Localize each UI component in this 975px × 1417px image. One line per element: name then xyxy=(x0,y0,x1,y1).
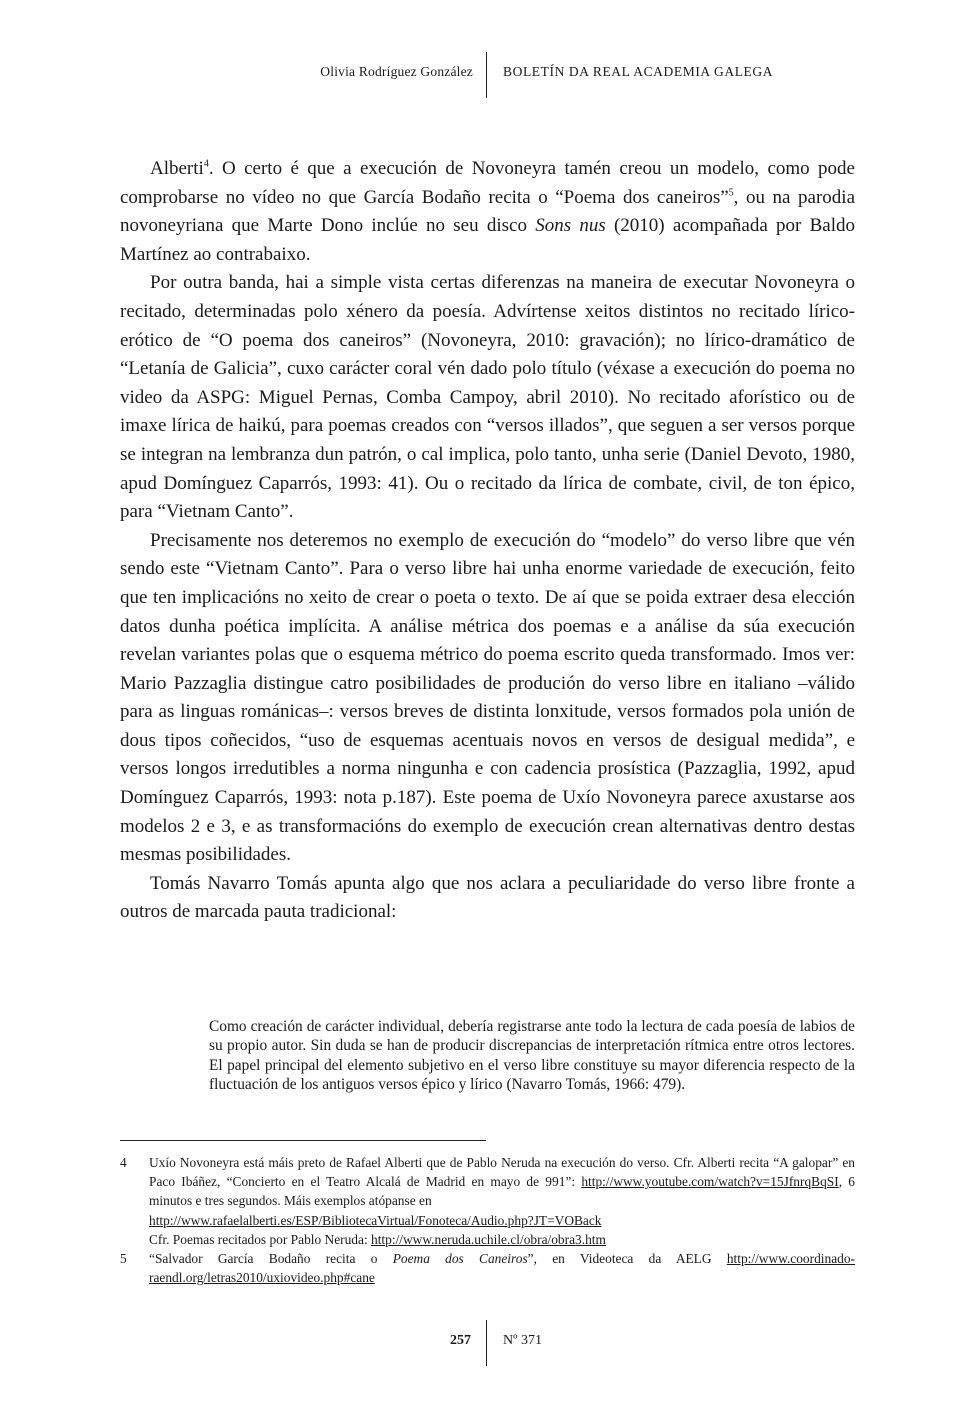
block-quote xyxy=(209,1017,855,1095)
issue-number: Nº 371 xyxy=(503,1333,542,1348)
body-text xyxy=(120,155,855,927)
footnote-separator xyxy=(120,1140,486,1141)
header-divider xyxy=(486,52,487,98)
page-number: 257 xyxy=(450,1333,471,1348)
footnote-5: 5 “Salvador García Bodaño recita o Poema dos Caneiros”, en Videoteca da AELG http://www.coordinadoraendl.org/letras2010/uxiovideo.php#cane xyxy=(120,1251,856,1286)
paragraph-1: Alberti$^4$. O certo é que a execución de Novoneyra tamén creou un modelo, como pode comprobarse no vídeo no que García Bodaño recita o “Poema dos caneiros”$^5$, ou na parodia novoneyriana que Marte Dono inclúe no seu disco Sons nus (2010) acompañada por Baldo Martínez ao contrabaixo. xyxy=(120,158,855,265)
footnote-ref-5[interactable]: 5 xyxy=(728,187,734,199)
footnote-4: 4 Uxío Novoneyra está máis preto de Rafael Alberti que de Pablo Neruda na execución do verso. Cfr. Alberti recita “A galopar” en Paco Ibáñez, “Concierto en el Teatro Alcalá de Madrid en mayo de 991”: http://www.youtube.com/watch?v=15JfnrqBqSI, 6 minutos e tres segundos. Máis exemplos atópanse en http://www.rafaelalberti.es/ESP/BibliotecaVirtual/Fonoteca/Audio.php?JT=VOBack Cfr. Poemas recitados por Pablo Neruda: http://www.neruda.uchile.cl/obra/obra3.htm xyxy=(120,1155,855,1247)
header-author: Olivia Rodríguez González xyxy=(320,64,473,79)
footer-divider xyxy=(486,1320,487,1366)
album-title: Sons nus xyxy=(535,215,606,237)
neruda-link[interactable]: http://www.neruda.uchile.cl/obra/obra3.htm xyxy=(371,1231,606,1247)
block-quote-text: Como creación de carácter individual, debería registrarse ante todo la lectura de cada poesía de labios de su propio autor. Sin duda se han de producir discrepancias de interpretación rítmica entre otros lectores. El papel principal del elemento subjetivo en el verso libre constituye su mayor diferencia respecto de la fluctuación de los antiguos versos épico y lírico (Navarro Tomás, 1966: 479). xyxy=(209,1018,855,1094)
footnotes xyxy=(120,1153,855,1287)
rafaelalberti-link[interactable]: http://www.rafaelalberti.es/ESP/BibliotecaVirtual/Fonoteca/Audio.php?JT=VOBack xyxy=(149,1212,602,1228)
footnote-ref-4[interactable]: 4 xyxy=(203,158,209,170)
footnote-number: 4 xyxy=(120,1155,127,1170)
paragraph-2: Por outra banda, hai a simple vista certas diferenzas na maneira de executar Novoneyra o recitado, determinadas polo xénero da poesía. Advírtense xeitos distintos no recitado lírico-erótico de “O poema dos caneiros” (Novoneyra, 2010: gravación); no lírico-dramático de “Letanía de Galicia”, cuxo carácter coral vén dado polo título (véxase a execución do poema no video da ASPG: Miguel Pernas, Comba Campoy, abril 2010). No recitado aforístico ou de imaxe lírica de haikú, para poemas creados con “versos illados”, que seguen a ser versos porque se integran na lembranza dun patrón, o cal implica, polo tanto, unha serie (Daniel Devoto, 1980, apud Domínguez Caparrós, 1993: 41). Ou o recitado da lírica de combate, civil, de ton épico, para “Vietnam Canto”. xyxy=(120,272,855,523)
page-footer xyxy=(0,1320,975,1366)
paragraph-3: Precisamente nos deteremos no exemplo de execución do “modelo” do verso libre que vén sendo este “Vietnam Canto”. Para o verso libre hai unha enorme variedade de execución, feito que ten implicacións no xeito de crear o poeta o texto. De aí que se poida extraer desa elección datos dunha poética implícita. A análise métrica dos poemas e a análise da súa execución revelan variantes polas que o esquema métrico do poema escrito queda transformado. Imos ver: Mario Pazzaglia distingue catro posibilidades de produción do verso libre en italiano –válido para as linguas románicas–: versos breves de distinta lonxitude, versos formados pola unión de dous tipos coñecidos, “uso de esquemas acentuais novos en versos de desigual medida”, e versos longos irredutibles a norma ningunha e con cadencia prosística (Pazzaglia, 1992, apud Domínguez Caparrós, 1993: nota p.187). Este poema de Uxío Novoneyra parece axustarse aos modelos 2 e 3, e as transformacións do exemplo de execución crean alternativas dentro destas mesmas posibilidades. xyxy=(120,529,855,866)
running-header xyxy=(0,52,975,98)
paragraph-4: Tomás Navarro Tomás apunta algo que nos aclara a peculiaridade do verso libre fronte a outros de marcada pauta tradicional: xyxy=(120,872,855,923)
footnote-number: 5 xyxy=(120,1251,127,1267)
aelg-video-link[interactable]: http://www.coordinadoraendl.org/letras2010/uxiovideo.php#cane xyxy=(149,1251,856,1286)
header-journal-title: BOLETÍN DA REAL ACADEMIA GALEGA xyxy=(503,64,774,79)
youtube-link[interactable]: http://www.youtube.com/watch?v=15JfnrqBqSI xyxy=(581,1174,839,1190)
